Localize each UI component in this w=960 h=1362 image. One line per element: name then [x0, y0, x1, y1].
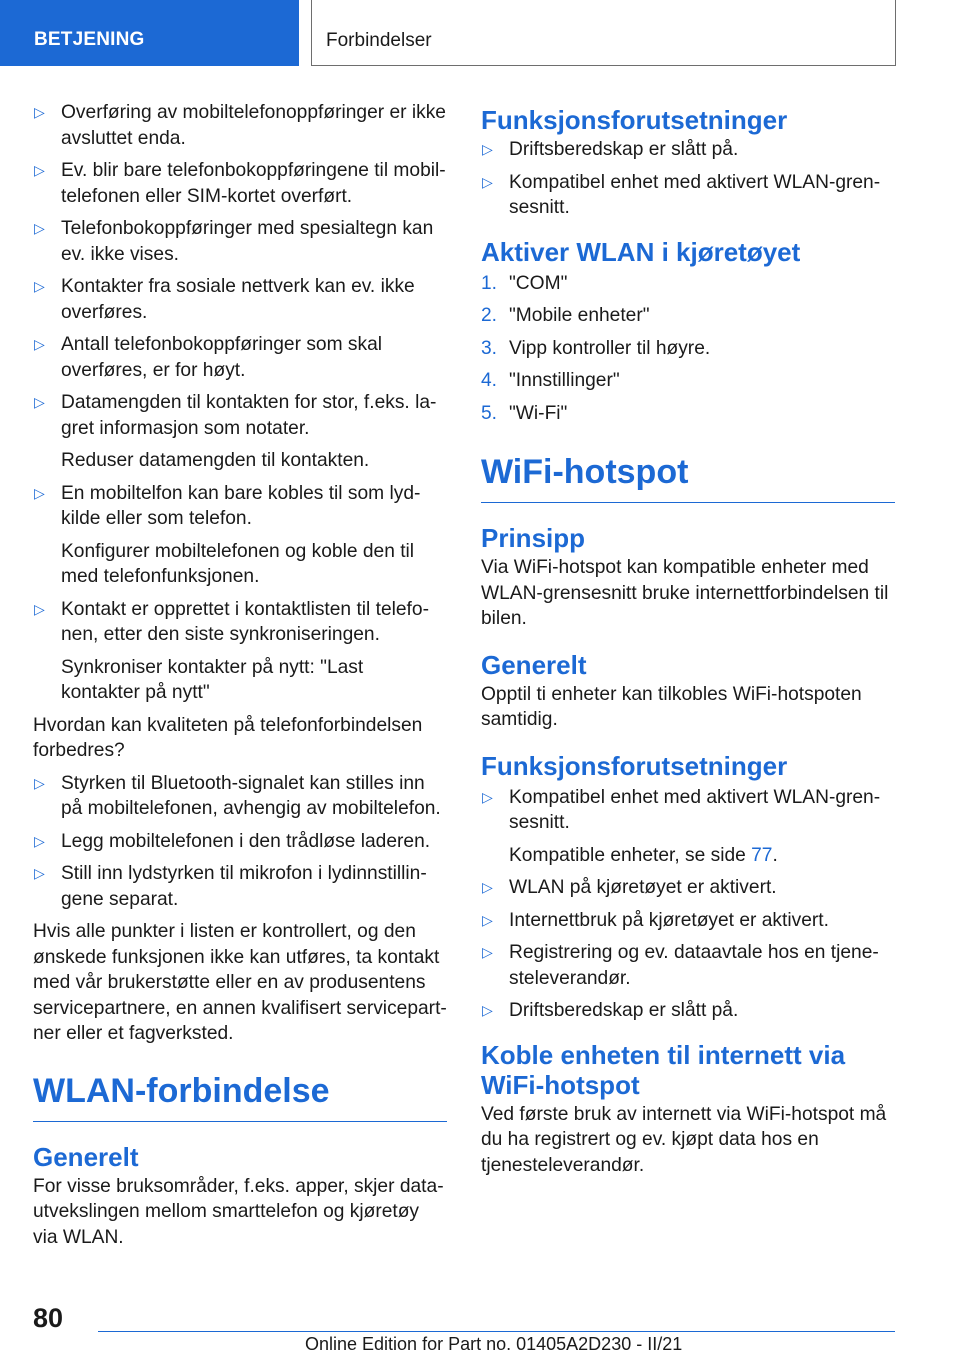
troubleshoot-list-1: [33, 100, 447, 706]
subsection-title-general: Generelt: [33, 1141, 139, 1172]
list-item: ▷ Datamengden til kontakten for stor, f.eks. lagret informasjon som notater. Reduser datamengden til kontakten.: [34, 392, 437, 471]
list-item: ▷ Antall telefonbokoppføringer som skal overføres, er for høyt.: [34, 334, 383, 381]
left-column: [33, 100, 447, 1257]
footer-edition: Online Edition for Part no. 01405A2D230 - II/21: [305, 1334, 683, 1354]
subsection-title-requirements-hotspot: Funksjonsforutsetninger: [481, 750, 788, 781]
list-item: ▷ En mobiltelfon kan bare kobles til som lydkilde eller som telefon. Konfigurer mobiltelefonen og koble den til med telefonfunksjonen.: [34, 482, 421, 587]
list-item: ▷ Still inn lydstyrken til mikrofon i lydinnstillingene separat.: [34, 863, 427, 910]
triangle-bullet-icon: ▷: [34, 336, 45, 352]
triangle-bullet-icon: ▷: [34, 104, 45, 120]
list-item: ▷ Driftsberedskap er slått på.: [481, 998, 895, 1024]
list-item: ▷ Telefonbokoppføringer med spesialtegn kan ev. ikke vises.: [34, 218, 434, 265]
quality-question: Hvordan kan kvaliteten på telefonforbindelsen forbedres?: [33, 714, 423, 761]
step-number: 5.: [481, 402, 498, 424]
list-item: ▷ Kompatibel enhet med aktivert WLAN-grensesnitt. Kompatible enheter, se side 77.: [482, 786, 881, 866]
triangle-bullet-icon: ▷: [34, 278, 45, 294]
troubleshoot-list-2: [33, 771, 447, 913]
page-reference-link[interactable]: 77: [751, 844, 773, 866]
triangle-bullet-icon: ▷: [482, 1002, 493, 1018]
step-number: 4.: [481, 370, 498, 391]
subsection-title-requirements: Funksjonsforutsetninger: [481, 105, 788, 135]
right-column: [481, 100, 895, 1185]
page-number: 80: [33, 1303, 64, 1333]
step-number: 1.: [481, 272, 498, 294]
list-item: ▷ Kompatibel enhet med aktivert WLAN-grensesnitt.: [482, 171, 881, 218]
activation-steps: [481, 271, 895, 427]
triangle-bullet-icon: ▷: [34, 600, 45, 617]
step-number: 3.: [481, 337, 498, 359]
triangle-bullet-icon: ▷: [34, 484, 45, 501]
general-hotspot-paragraph: Opptil ti enheter kan tilkobles WiFi-hotspoten samtidig.: [481, 683, 862, 730]
subsection-title-activate-wlan: Aktiver WLAN i kjøretøyet: [481, 236, 801, 267]
section-title-wifi-hotspot: WiFi-hotspot: [481, 452, 895, 503]
triangle-bullet-icon: ▷: [482, 141, 493, 157]
list-item: ▷ Driftsberedskap er slått på.: [481, 137, 895, 163]
step-item: 1. "COM": [481, 271, 895, 297]
list-item: ▷ Kontakt er opprettet i kontaktlisten til telefonen, etter den siste synkroniseringen. Synkroniser kontakter på nytt: "Last kontakter på nytt": [34, 598, 429, 703]
triangle-bullet-icon: ▷: [34, 832, 45, 849]
connect-paragraph: Ved første bruk av internett via WiFi-hotspot må du ha registrert og ev. kjøpt data hos en tjenesteleverandør.: [481, 1103, 887, 1176]
triangle-bullet-icon: ▷: [482, 173, 493, 190]
step-number: 2.: [481, 305, 498, 326]
list-item: ▷ WLAN på kjøretøyet er aktivert.: [481, 875, 895, 901]
list-item: ▷ Internettbruk på kjøretøyet er aktivert.: [481, 908, 895, 934]
subsection-title-general-hotspot: Generelt: [481, 649, 587, 680]
header-section-label: BETJENING: [34, 29, 145, 50]
step-item: 3. Vipp kontroller til høyre.: [481, 336, 895, 362]
principle-paragraph: Via WiFi-hotspot kan kompatible enheter med WLAN-grensesnitt bruke internettforbindelsen til bilen.: [481, 557, 889, 629]
subsection-title-principle: Prinsipp: [481, 523, 586, 553]
wlan-intro-paragraph: For visse bruksområder, f.eks. apper, skjer datautvekslingen mellom smarttelefon og kjøretøy via WLAN.: [33, 1175, 444, 1248]
triangle-bullet-icon: ▷: [482, 879, 493, 895]
step-item: 2. "Mobile enheter": [481, 303, 895, 329]
step-item: 5. "Wi-Fi": [481, 401, 895, 427]
triangle-bullet-icon: ▷: [34, 394, 45, 410]
list-item: ▷ Styrken til Bluetooth-signalet kan stilles inn på mobiltelefonen, avhengig av mobiltelefon.: [34, 772, 441, 819]
triangle-bullet-icon: ▷: [482, 944, 493, 960]
triangle-bullet-icon: ▷: [34, 220, 45, 236]
triangle-bullet-icon: ▷: [482, 788, 493, 805]
header-section-tab: [0, 0, 299, 66]
header-chapter-box: [311, 0, 896, 66]
triangle-bullet-icon: ▷: [34, 162, 45, 178]
header-chapter-label: Forbindelser: [326, 30, 432, 51]
triangle-bullet-icon: ▷: [34, 865, 45, 881]
triangle-bullet-icon: ▷: [482, 911, 493, 928]
list-item: ▷ Kontakter fra sosiale nettverk kan ev. ikke overføres.: [34, 276, 415, 323]
list-item: ▷ Ev. blir bare telefonbokoppføringene til mobiltelefonen eller SIM-kortet overført.: [34, 160, 446, 207]
list-item: ▷ Overføring av mobiltelefonoppføringer er ikke avsluttet enda.: [34, 102, 446, 149]
footer-divider: [98, 1331, 895, 1332]
subsection-title-connect-device: Koble enheten til internett via WiFi-hotspot: [481, 1039, 846, 1100]
closing-paragraph: Hvis alle punkter i listen er kontrollert, og den ønskede funksjonen ikke kan utføres, ta kontakt med vår brukerstøtte eller en av produsentens servicepartnere, en annen kvalifisert servicepartner eller et fagverksted.: [33, 921, 447, 1044]
step-item: 4. "Innstillinger": [481, 368, 895, 394]
section-title-wlan: WLAN-forbindelse: [33, 1071, 447, 1122]
list-item: ▷ Registrering og ev. dataavtale hos en tjenesteleverandør.: [482, 942, 879, 989]
list-item: ▷ Legg mobiltelefonen i den trådløse laderen.: [33, 829, 447, 855]
triangle-bullet-icon: ▷: [34, 774, 45, 791]
